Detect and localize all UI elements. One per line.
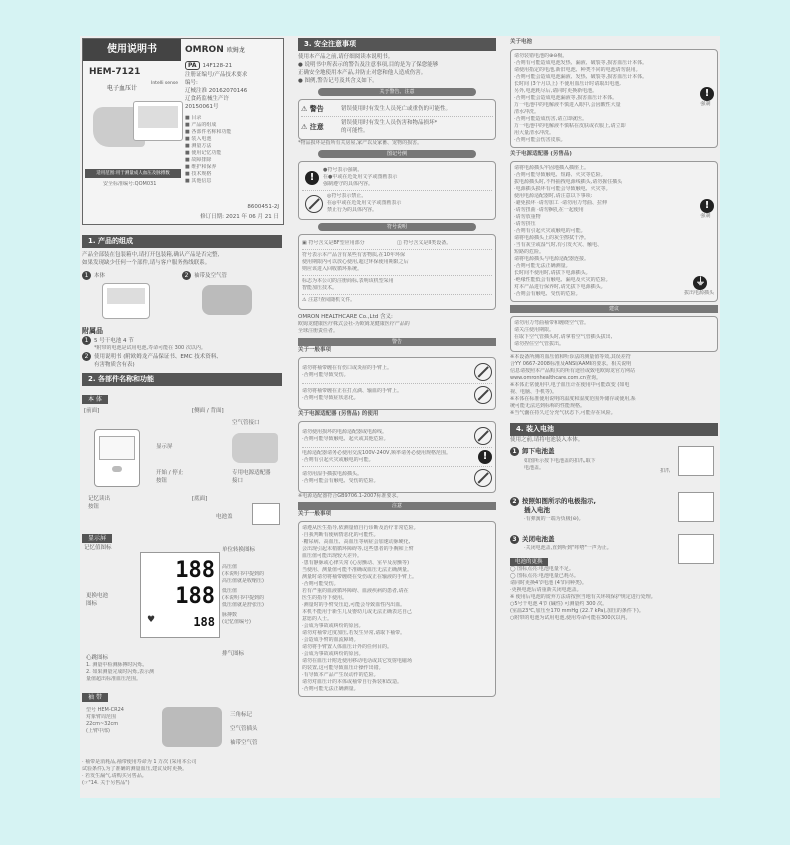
gb-note: ※电源适配器符合GB9706.1-2007标准要求。 [298,493,402,499]
section-4-intro: 使用之前,请将电池装入本体。 [510,437,584,443]
exhaust-icon-label: 排气图标 [222,651,245,657]
asterisk-note: *物品损坏是指所有关房屋,家产以及家畜、宠物的损害。 [298,140,423,146]
main-unit-label: 本 体 [82,395,108,404]
accessories-title: 附属品 [82,327,103,335]
symbol-legend: ▣ 符号含义是BF型应用部分 ◫ 符号含义是II类设备。 符号表示本产品含有某些有害物质,在10年环保 使用期限内可以放心使用,超过环保使用期限之后 则应该进入回收循环系统。 标志为本公司的注册商标,表明该机型采用 智能加压技术。 ⚠ 注意!查阅随机文件。 [298,234,496,310]
unplug-icon: ⏚ [695,277,706,288]
section-1-text: 产品全部装在包装箱中,请打开包装箱,确认产品是否完整, [82,252,220,258]
revised-date: 修订日期: 2021 年 06 月 21 日 [200,214,279,220]
ac-warnings: 请将电源插头牢固地插入插座上。 ·否则可能导致触电、短路、火灾等危险。 拔电源插头时,不得抽拽电源线插头,请勿握住插头 ·电源插头损坏有可能会导致触电、火灾等。 使用电源适配器时,请注意以下事项: ·避免损坏 ·请勿加工 ·请勿用力弯曲、拉伸 ·请勿扭曲 ·请勿捆扎在一起使用 ·请勿放重物 ·请勿挤压 ·否则有引起火灾或触电的可能。 ! 强制 请将电源插头上的灰尘擦拭干净。 ·当有灰尘或湿气时,有引发火灾、触电、 短路的危险。 请将电源插头与电源适配器连接。 ·否则可能无法正确测量。 长时间不使用时,请拔下电源插头。 ·绝缘性能低会有触电、漏电及火灾的危险。 对本产品进行保养时,请先拔下电源插头。 ·否则会有触电、受伤的危险。 ⏚ 拔出电源插头 [510,161,718,302]
lcd-diagram: 记忆值图标 单位转换图标 188 188 188 ♥ 高压值 (本说明书中提到的 高压值就是收缩压) 低压值 (本说明书中提到的 低压值就是舒张压) 脉搏数 (记忆值编号) 更换电池 图标 排气图标 心跳图标 1. 测量中检测脉搏时闪烁。 2. 如果测量完成时闪烁,表示测 量值超出标准血压范围。 [84,545,264,682]
ac-section-title: 关于电源适配器 (另售品) [510,151,572,157]
warning-caution-header: 关于警告、注意 [318,88,476,96]
notes: ※本设备所测的血压值和听诊法的测量值等效,其误差符 合YY 0667-2008标准及ANSI/AAMI的要求。相关说明 信息请按照本产品购买的所有途径或致电欧姆龙官方网站 www.omronhealthcare.com.cn查询。 ※本体正常使用中,电子血压计在使用中可能改变 (如电 视、电脑、手机等)。 ※本体在标准使用说明的温度和湿度范围外储存或使用,系 统可能无法达到标称的性能规格。 ※当气囊在持久过分充气状态下,可能存在风险。 [510,354,636,416]
column-2: 3. 安全注意事项 使用本产品之前,请仔细阅读本说明书。 ● 说明书中所表示的警告及注意事项,目的是为了保您能够 正确安全地使用本产品,并防止对您和他人造成伤害。 ● 图例,警告记号及其含义如下。 关于警告、注意 ⚠ 警告 错误使用时有发生人员死亡或重伤的可能性。 ⚠ 注意 错误使用时有发生人员伤害和物品损坏* 的可能性。 *物品损坏是指所有关房屋,家产以及家畜、宠物的损害。 图记号例 ! ●符号表示强制。 在●中或在近处用文字或图画表示 强制遵守的具体内容。 ◎符号表示禁止。 在◎中或在近处用文字或图画表示 禁止行为的具体内容。 符号说明 ▣ 符号含义是BF型应用部分 ◫ 符号含义是II类设备。 符号表示本产品含有某些有害物质,在10年环保 使用期限内可以放心使用,超过环保使用期限之后 则应该进入回收循环系统。 标志为本公司的注册商标,表明该机型采用 智能加压技术。 ⚠ 注意!查阅随机文件。 OMRON HEALTHCARE Co.,Ltd 含义: 欧姆龙健康医疗株式会社-为欧姆龙健康医疗产品的 全球注册责任者。 警告 关于一般事项 请勿将袖带缠在有伤口或炎症的手臂上。 ·否则可能导致受伤。 请勿将袖带缠在正在打点滴、输血的手臂上。 ·否则可能导致症状恶化。 关于电源适配器 (另售品) 的使用 请勿使用损坏的电源适配器或电源线。 ·否则可能导致触电、起火或其他危险。 电源适配器请务必使用交流100V-240V,频率请务必使用规格范围。 ·否则有引起火灾或触电的可能。 ! 请勿用湿手插拔电源插头。 ·否则可能会有触电、受伤的危险。 ※电源适配器符合GB9706.1-2007标准要求。 注意 关于一般事项 请遵从医生指导,依测量值自行诊断及治疗非常危险。 ·自我判断有使病情恶化的可能性。 ·糖尿病、高血压、高血压等病症会加速动脉硬化, 会出现引起末梢循环障碍等,这些患者的手腕和上臂 血压值可能出现较大差异。 ·患有静脉或心律失常 (心房颤动、室早及房颤等) 当使用、测量值可能不准确或血压无法正确测量。 测量时请勿将袖带缠绕在受伤或正在输液的手臂上。 ·否则可能受伤。 若有严重的血液循环障碍、血液疾病的患者,请在 医生的指导下使用。 ·测量时的手臂受压迫,可能会导致血性内出血。 本机不能用于新生儿及婴幼儿或无法正确表达自己 意愿的人士。 ·会成为事故或纠纷的原因。 请勿对袖带过度加压,若发生异常,请取下袖带。 ·会造成手臂的血流障碍。 请勿将手臂置人体血压计外的任何目的。 ·会成为事故或纠纷的原因。 请勿在血压计附近使用移动电话或其它发射电磁场 的装置,这可能导致血压计操作出错。 ·有导致本产品产生误动作的危险。 请勿对血压计的本体或袖带自行拆装和改造。 ·否则可能无法正确测量。 [298,38,496,796]
section-3-title: 3. 安全注意事项 [298,38,496,51]
general-cautions: 请遵从医生指导,依测量值自行诊断及治疗非常危险。 ·自我判断有使病情恶化的可能性。 ·糖尿病、高血压、高血压等病症会加速动脉硬化, 会出现引起末梢循环障碍等,这些患者的手腕和上臂 血压值可能出现较大差异。 ·患有静脉或心律失常 (心房颤动、室早及房颤等) 当使用、测量值可能不准确或血压无法正确测量。 测量时请勿将袖带缠绕在受伤或正在输液的手臂上。 ·否则可能受伤。 若有严重的血液循环障碍、血液疾病的患者,请在 医生的指导下使用。 ·测量时的手臂受压迫,可能会导致血性内出血。 本机不能用于新生儿及婴幼儿或无法正确表达自己 意愿的人士。 ·会成为事故或纠纷的原因。 请勿对袖带过度加压,若发生异常,请取下袖带。 ·会造成手臂的血流障碍。 请勿将手臂置人体血压计外的任何目的。 ·会成为事故或纠纷的原因。 请勿在血压计附近使用移动电话或其它发射电磁场 的装置,这可能导致血压计操作出错。 ·有导致本产品产生误动作的危险。 请勿对血压计的本体或袖带自行拆装和改造。 ·否则可能无法正确测量。 [298,521,496,697]
step-3: 3 关闭电池盖 [510,534,555,544]
safety-note: 安全标准编号:QOM031 [103,181,157,187]
cuff-diagram: 型号 HEM-CR24 对象臂周范围 22cm~32cm (上臂中部) 三角标记 空气管插头 袖带空气管 [86,707,258,746]
step3-drawing [678,534,714,564]
step2-drawing [678,492,714,522]
diastolic-label: 低压值 (本说明书中提到的 低压值就是舒张压) [222,588,264,608]
column-3 [510,38,718,796]
step1-drawing [678,446,714,476]
prohibit-icon [305,195,323,213]
battery-replace-header: 电池的更换 [510,558,548,566]
general-warnings: 请勿将袖带缠在有伤口或炎症的手臂上。 ·否则可能导致受伤。 请勿将袖带缠在正在打点滴、输血的手臂上。 ·否则可能导致症状恶化。 [298,357,496,410]
accessory-battery: 1 5 号干电池 4 节 [82,336,282,345]
advice-bar: 建议 [510,305,718,313]
column-1 [82,38,284,796]
mandatory-icon: ! [478,450,492,464]
general-title: 关于一般事项 [298,347,332,353]
section-1-text: 如果发现缺少任何一个部件,请与客户服务热线联系。 [82,260,211,266]
battery-section-title: 关于电池 [510,39,533,45]
icon-example-header: 图记号例 [318,150,476,158]
battery-icon-label: 更换电池 图标 [86,593,109,607]
lcd-pulse: 188 [193,615,215,629]
battery-replace-info: ◯ 图标点亮:电池电量不足。 ◯ 图标点亮:电池电量已耗尽。 请同时更换4节电池 (4节同种类)。 ·更换电池后请重新关闭电池盖。 ※ 使用后电池的废弃方法请按照当地有关环境保护规定进行处理。 ○5号干电池 4节 (碱性) 可测量约 300 次。 (室温23℃,加压至170 mmHg (22.7 kPa),加压的条件下)。 ○附带的电池为试用电池,使用寿命可能在300次以内。 [510,566,656,621]
screen-label: 显示屏 [82,534,112,543]
section-4-title: 4. 装入电池 [510,423,718,436]
section-2 [82,373,282,787]
company-name: OMRON HEALTHCARE Co.,Ltd 含义: [298,314,393,320]
prohibit-icon [474,469,492,487]
cuff-model-info: 型号 HEM-CR24 对象臂周范围 22cm~32cm (上臂中部) [86,707,124,734]
lcd-systolic: 188 [175,558,215,583]
accessory-battery-note: *附带的电池是试用电池,寿命可能在 300 次以内。 [94,345,206,351]
caution-bar: 注意 [298,502,496,510]
safety-intro: 使用本产品之前,请仔细阅读本说明书。 ● 说明书中所表示的警告及注意事项,目的是为了保您能够 正确安全地使用本产品,并防止对您和他人造成伤害。 ● 图例,警告记号及其含义如下。 [298,54,439,84]
step-2: 2 按照如图所示的电极指示, [510,496,596,506]
icon-examples: ! ●符号表示强制。 在●中或在近处用文字或图画表示 强制遵守的具体内容。 ◎符号表示禁止。 在◎中或在近处用文字或图画表示 禁止行为的具体内容。 [298,161,496,220]
main-unit-drawing [102,283,150,319]
prohibit-icon [474,386,492,404]
section-2-title: 2. 各部件名称和功能 [82,373,282,386]
warning-bar: 警告 [298,338,496,346]
parts-diagram: [前面] [侧面 / 背面] 空气管接口 显示屏 开始 / 停止 按钮 专用电源适配器 接口 记忆读出 按钮 [底面] 电池盖 [82,405,282,525]
section-1 [82,235,282,369]
accessory-manual-cont: 有害物质含有表) [94,362,135,368]
intellisense-logo: Intelli sense [151,81,178,86]
battery-steps: 1 卸下电池盖 如图所示按下电池盖的扣爪,取下 电池盖。 扣爪 2 按照如图所示的电极指示, 插入电池 ·有弹簧的一端为负极(⊖)。 3 关闭电池盖 ·关闭电池盖,直到听到"咔嗒"一声为止。 电池的更换 [510,444,718,594]
contents-list: ■ 目录 ■ 产品的组成 ■ 各部件名称和功能 ■ 装入电池 ■ 测量方法 ■ 使用记忆功能 ■ 故障排除 ■ 维护和保养 ■ 技术规格 ■ 其他信息 [185,115,232,184]
side-view-drawing [232,433,278,463]
lcd-panel [140,552,220,638]
battery-warnings: 请勿装错电池的⊕⊖极。 ·否则有可能造成电池发热、漏液、破裂等,损害血压计本体。 请使用指定的电池,新旧电池、种类不同的电池请勿混用。 ·否则可能会造成电池漏液、发热、破裂等,损害血压计本体。 长时间 (3个月以上) 不使用血压计时请取出电池, 另外,电池耗尽后,请同时更换新电池。 ·否则可能会造成电池漏液等,损害血压计本体。 万一电池中的电解液不慎进入眼中,会因酸性大量 清水冲洗。 ·否则可能造成伤害,请立即就医。 ! 强制 万一电池中的电解液不慎粘在皮肤或衣服上,请立即 用大量清水冲洗。 ·否则可能会伤害皮肤。 [510,49,718,148]
mandatory-icon: ! [700,87,714,101]
cuff-part-drawing [202,285,252,315]
general2-title: 关于一般事项 [298,511,332,517]
systolic-label: 高压值 (本说明书中提到的 高压值就是收缩压) [222,564,264,584]
warning-legend: ⚠ 警告 错误使用时有发生人员死亡或重伤的可能性。 ⚠ 注意 错误使用时有发生人员伤害和物品损坏* 的可能性。 [298,99,496,140]
front-view-drawing [94,429,140,487]
heart-icon-label: 心跳图标 [86,655,109,661]
mandatory-icon: ! [700,199,714,213]
symbol-header: 符号说明 [318,223,476,231]
manual-title: 使用说明书 [83,39,181,61]
step-1: 1 卸下电池盖 [510,446,555,456]
heart-icon: ♥ [147,615,156,625]
part-main-unit: 1 本体 [82,271,182,322]
cover-block [82,38,284,225]
document-code: 8600451-2J [247,204,279,210]
device-drawing [133,101,183,141]
pa-mark: PA 14F128-21 [185,61,232,70]
prohibit-icon [474,363,492,381]
manual-sheet [80,36,720,798]
section-1-title: 1. 产品的组成 [82,235,282,248]
accessory-manual: 2 使用说明书 (附欧姆龙产品保证书、EMC 技术资料、 [82,352,282,361]
model-number: HEM-7121 [89,67,141,77]
bottom-view-drawing [252,503,280,525]
lcd-diastolic: 188 [175,584,215,609]
heart-notes: 1. 测量中检测脉搏时闪烁。 2. 如果测量完成时闪烁,表示测 量值超出标准血压范围。 [86,662,154,682]
registration-info: 注册证编号/产品技术要求 编号: 辽械注准 20162070146 辽食药监械生产许 20150061号 [185,72,248,110]
pulse-label: 脉搏数 (记忆值编号) [222,612,251,625]
cuff-notes: · 袖带是消耗品,袖带使用寿命为 1 万次 (采用本公司 试验条件),为了准确的测量血压,建议及时更换。 · 若发生漏气,请购买另售品。 (☞"14. 关于另售品") [82,759,197,786]
ac-adapter-warnings: 请勿使用损坏的电源适配器或电源线。 ·否则可能导致触电、起火或其他危险。 电源适配器请务必使用交流100V-240V,频率请务必使用规格范围。 ·否则有引起火灾或触电的可能。 ! 请勿用湿手插拔电源插头。 ·否则可能会有触电、受伤的危险。 [298,421,496,493]
prohibit-icon [474,427,492,445]
advice-box: 请勿用力弯曲袖带和缠绕空气管。 请关注使用期限。 在取下空气管插头时,请拿着空气管插头拔出, 请勿捏住空气管拔出。 [510,316,718,352]
cuff-drawing-2 [162,707,222,747]
product-name: 电子血压计 [107,85,138,92]
applicable-scope: 适用范围:用于测量成人血压及脉搏数 [85,169,181,178]
ac-adapter-title: 关于电源适配器 (另售品) 的使用 [298,411,379,417]
brand-logo: OMRON 欧姆龙 [185,45,245,55]
mandatory-icon: ! [305,171,319,185]
part-cuff: 2 袖带及空气管 [182,271,282,322]
cuff-label: 袖 带 [82,693,108,702]
